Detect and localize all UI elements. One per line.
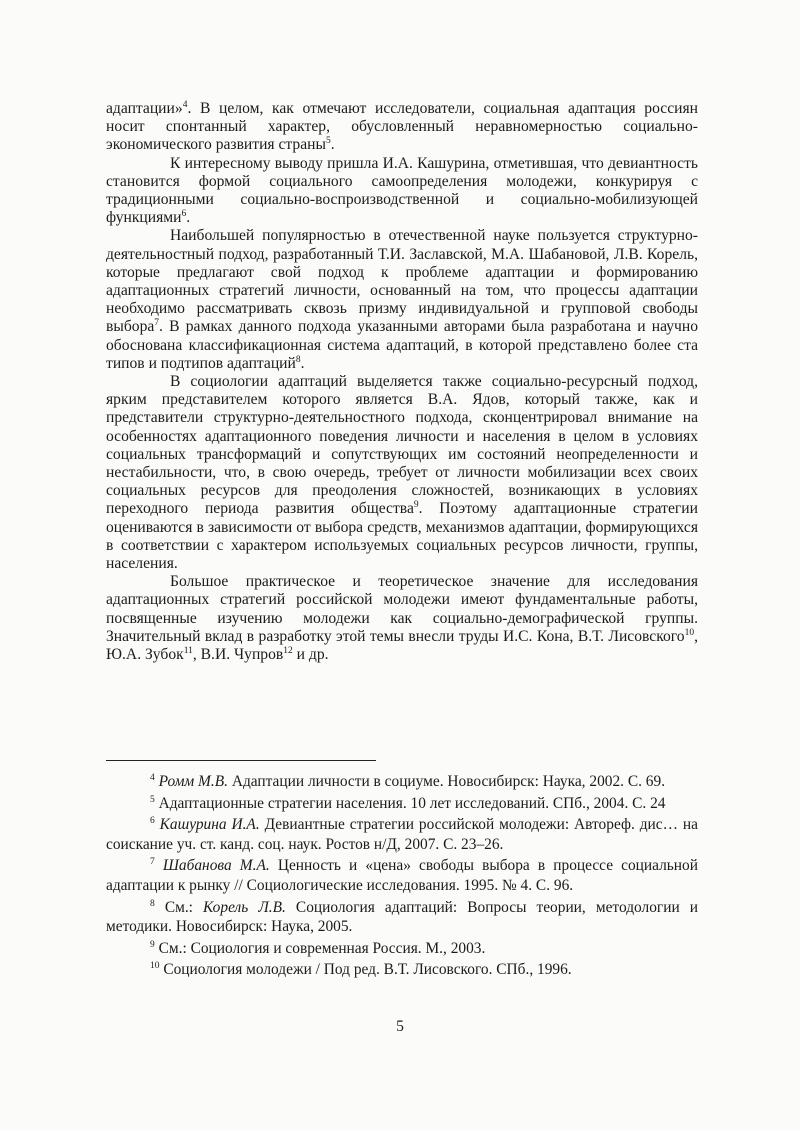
paragraph-1: адаптации»$^4$. В целом, как отмечают исследователи, социальная адаптация россиян носит спонтанный характер, обусловленный неравномерностью социально-экономического развития страны$^5$. <box>106 99 698 154</box>
footnote-ref[interactable]: 5 <box>325 136 331 147</box>
footnote-5: $^5$ Адаптационные стратегии населения. 10 лет исследований. СПб., 2004. С. 24 <box>150 794 666 812</box>
footnote-author: Кашурина И.А. <box>159 816 260 834</box>
footnote-ref[interactable]: 10 <box>684 627 695 638</box>
footnote-4: $^4$ Ромм М.В. Адаптации личности в социуме. Новосибирск: Наука, 2002. С. 69. <box>150 772 666 790</box>
page-number: 5 <box>396 1018 404 1035</box>
main-text <box>106 100 698 664</box>
footnote-10: $^{10}$ Социология молодежи / Под ред. В.Т. Лисовского. СПб., 1996. <box>150 961 572 979</box>
footnotes <box>106 772 698 982</box>
footnote-ref[interactable]: 8 <box>295 354 301 365</box>
footnote-separator <box>106 760 376 761</box>
paragraph-4: В социологии адаптаций выделяется также социально-ресурсный подход, ярким представителем которого является В.А. Ядов, который также, как и представители структурно-деятельностного подхода, сконцентрировал внимание на особенностях адаптационного поведения личности и населения в целом в условиях социальных трансформаций и сопутствующих им состояний неопределенности и нестабильности, что, в свою очередь, требует от личности мобилизации всех своих социальных ресурсов для преодоления сложностей, возникающих в условиях переходного периода развития общества$^9$. Поэтому адаптационные стратегии оцениваются в зависимости от выбора средств, механизмов адаптации, формирующихся в соответствии с характером используемых социальных ресурсов личности, группы, населения. <box>106 373 698 573</box>
footnote-ref[interactable]: 12 <box>283 645 293 656</box>
footnote-author: Корель Л.В. <box>203 898 286 916</box>
footnote-9: $^9$ См.: Социология и современная Россия. М., 2003. <box>150 939 486 957</box>
footnote-7: $^7$ Шабанова М.А. Ценность и «цена» свободы выбора в процессе социальной адаптации к рынку // Социологические исследования. 1995. № 4. С. 96. <box>106 857 698 894</box>
footnote-author: Ромм М.В. <box>158 773 228 790</box>
footnote-ref[interactable]: 6 <box>181 209 187 220</box>
footnote-8: $^8$ См.: Корель Л.В. Социология адаптаций: Вопросы теории, методологии и методики. Новосибирск: Наука, 2005. <box>106 898 698 936</box>
footnote-ref[interactable]: 4 <box>182 99 188 110</box>
footnote-author: Шабанова М.А. <box>162 857 270 875</box>
paragraph-2: К интересному выводу пришла И.А. Кашурина, отметившая, что девиантность становится формой социального самоопределения молодежи, конкурируя с традиционными социально-воспроизводственной и социально-мобилизующей функциями$^6$. <box>106 154 698 227</box>
paragraph-5: Большое практическое и теоретическое значение для исследования адаптационных стратегий российской молодежи имеют фундаментальные работы, посвященные изучению молодежи как социально-демографической группы. Значительный вклад в разработку этой темы внесли труды И.С. Кона, В.Т. Лисовского$^{10}$, Ю.А. Зубок$^{11}$, В.И. Чупров$^{12}$ и др. <box>106 573 698 664</box>
footnote-ref[interactable]: 11 <box>183 645 193 656</box>
paragraph-3: Наибольшей популярностью в отечественной науке пользуется структурно-деятельностный подход, разработанный Т.И. Заславской, М.А. Шабановой, Л.В. Корель, которые предлагают свой подход к проблеме адаптации и формированию адаптационных стратегий личности, основанный на том, что процессы адаптации необходимо рассматривать сквозь призму индивидуальной и групповой свободы выбора$^7$. В рамках данного подхода указанными авторами была разработана и научно обоснована классификационная система адаптаций, в которой представлено более ста типов и подтипов адаптаций$^8$. <box>106 227 698 372</box>
footnote-ref[interactable]: 7 <box>154 318 160 329</box>
footnote-ref[interactable]: 9 <box>413 500 419 511</box>
footnote-6: $^6$ Кашурина И.А. Девиантные стратегии российской молодежи: Автореф. дис… на соискание уч. ст. канд. соц. наук. Ростов н/Д, 2007. С. 23–26. <box>106 816 698 853</box>
